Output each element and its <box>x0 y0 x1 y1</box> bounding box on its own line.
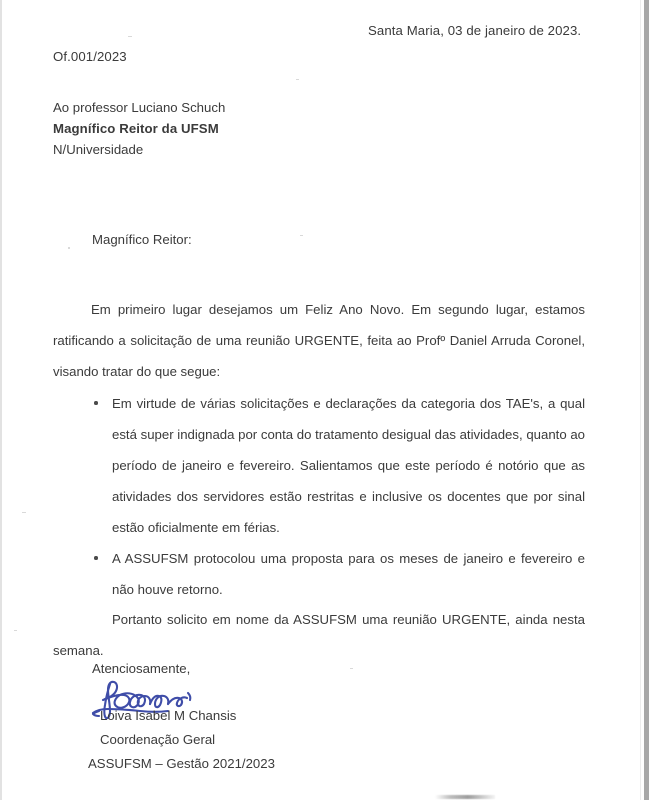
scan-speck <box>296 79 299 80</box>
salutation: Magnífico Reitor: <box>92 232 192 247</box>
closing-paragraph: Portanto solicito em nome da ASSUFSM uma reunião URGENTE, ainda nesta semana. <box>53 612 585 658</box>
addressee-line-1: Ao professor Luciano Schuch <box>53 100 226 115</box>
addressee-line-2-title: Magnífico Reitor da UFSM <box>53 121 219 136</box>
list-item <box>53 388 585 543</box>
scan-speck <box>350 668 353 669</box>
scan-speck <box>128 36 132 37</box>
sign-off: Atenciosamente, <box>92 661 191 676</box>
signatory-name: Loiva Isabel M Chansis <box>100 708 237 723</box>
opening-paragraph: Em primeiro lugar desejamos um Feliz Ano Novo. Em segundo lugar, estamos ratificando a solicitação de uma reunião URGENTE, feita ao Profº Daniel Arruda Coronel, visando tratar do que segue: <box>53 302 585 379</box>
scan-speck <box>14 630 17 631</box>
addressee-line-3: N/Universidade <box>53 142 144 157</box>
scan-edge-left <box>0 0 2 800</box>
scan-bottom-artifact <box>435 795 495 799</box>
list-item-text: Em virtude de várias solicitações e declarações da categoria dos TAE's, a qual está super indignada por conta do tratamento desigual das atividades, quanto ao período de janeiro e fevereiro. Salientamos que este período é notório que as atividades dos servidores estão restritas e inclusive os docentes que por sinal estão oficialmente em férias. <box>112 396 585 535</box>
request-bullet-list <box>53 388 585 605</box>
scan-speck <box>300 235 303 236</box>
list-item <box>53 543 585 605</box>
bullet-point-icon <box>94 401 98 405</box>
signatory-organization: ASSUFSM – Gestão 2021/2023 <box>88 756 275 771</box>
reference-number: Of.001/2023 <box>53 49 127 64</box>
scan-speck <box>68 247 70 249</box>
scan-speck <box>22 512 26 513</box>
opening-paragraph-block <box>53 294 585 387</box>
signatory-role: Coordenação Geral <box>100 732 216 747</box>
scan-edge-right-inner <box>640 0 641 800</box>
bullet-point-icon <box>94 556 98 560</box>
date-line: Santa Maria, 03 de janeiro de 2023. <box>368 23 582 38</box>
scan-edge-right <box>644 0 649 800</box>
addressee-block <box>53 97 225 160</box>
list-item-text: A ASSUFSM protocolou uma proposta para os meses de janeiro e fevereiro e não houve retorno. <box>112 551 585 597</box>
